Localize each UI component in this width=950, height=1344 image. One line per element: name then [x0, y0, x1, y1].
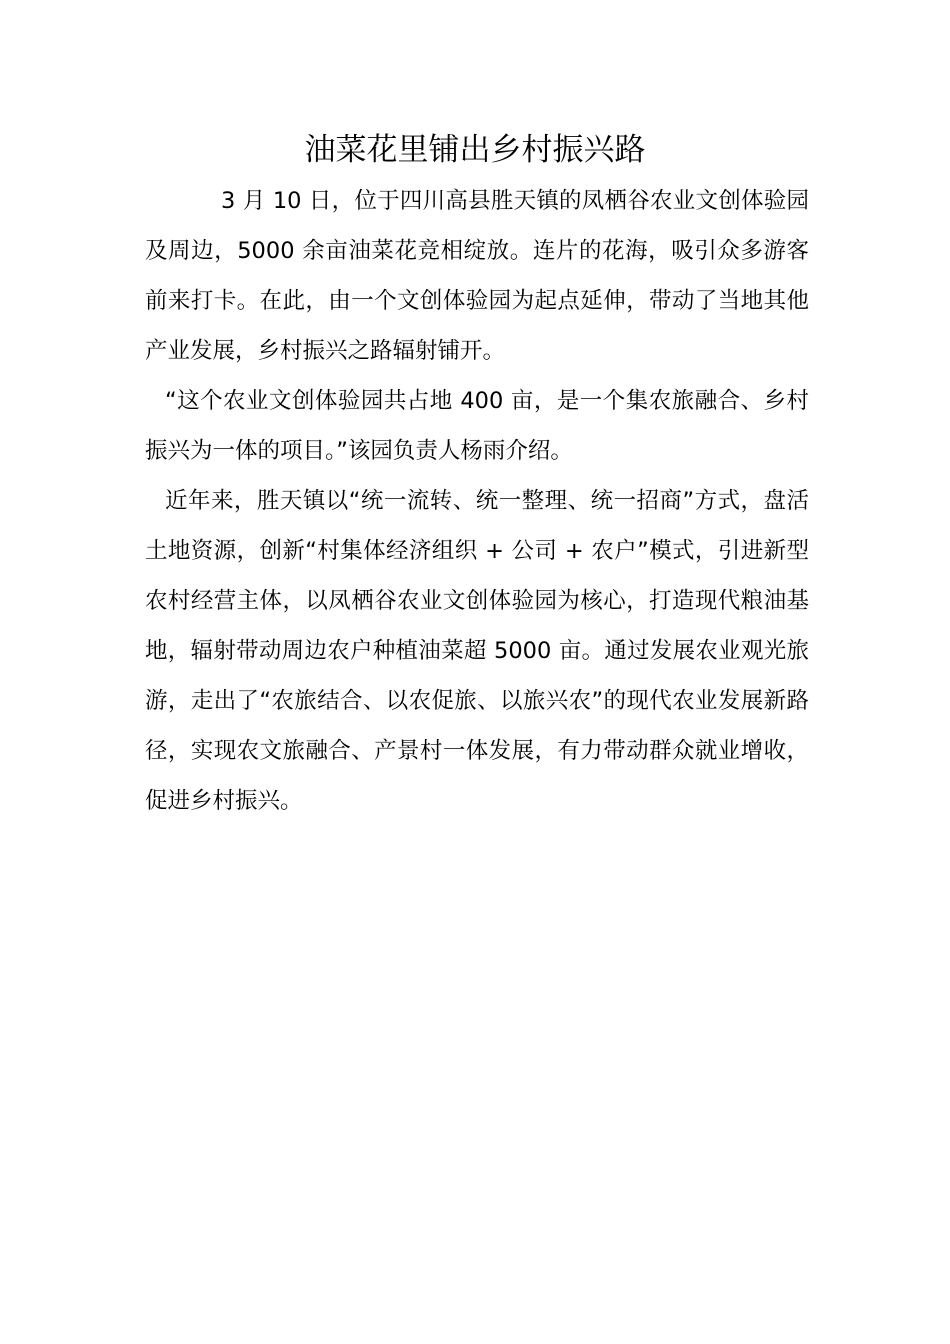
paragraph-1: 3 月 10 日，位于四川高县胜天镇的凤栖谷农业文创体验园及周边，5000 余亩油菜花竞相绽放。连片的花海，吸引众多游客前来打卡。在此，由一个文创体验园为起点延伸，带动了当地其他产业发展，乡村振兴之路辐射铺开。 — [145, 188, 809, 364]
document-title: 油菜花里铺出乡村振兴路 — [304, 132, 646, 168]
article-body — [145, 176, 809, 826]
paragraph-2: “这个农业文创体验园共占地 400 亩，是一个集农旅融合、乡村振兴为一体的项目。”该园负责人杨雨介绍。 — [145, 388, 809, 464]
paragraph-3: 近年来，胜天镇以“统一流转、统一整理、统一招商”方式，盘活土地资源，创新“村集体经济组织 + 公司 + 农户”模式，引进新型农村经营主体，以凤栖谷农业文创体验园为核心，打造现代粮油基地，辐射带动周边农户种植油菜超 5000 亩。通过发展农业观光旅游，走出了“农旅结合、以农促旅、以旅兴农”的现代农业发展新路径，实现农文旅融合、产景村一体发展，有力带动群众就业增收，促进乡村振兴。 — [145, 488, 809, 814]
